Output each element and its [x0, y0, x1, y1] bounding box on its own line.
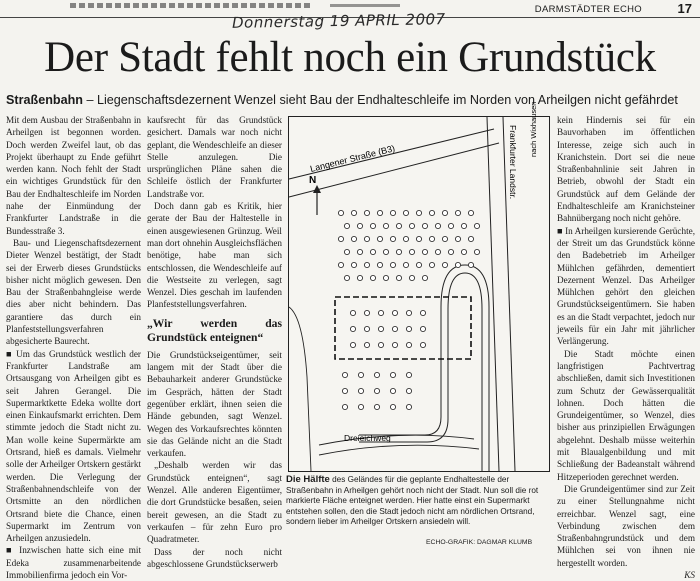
tree-icon [338, 210, 343, 215]
article-column-2 [147, 114, 282, 570]
tree-icon [416, 236, 421, 241]
tree-icon [442, 262, 447, 267]
tree-icon [374, 404, 379, 409]
masthead-smear [70, 3, 310, 8]
tree-icon [396, 275, 401, 280]
tree-icon [350, 342, 355, 347]
page-number: 17 [677, 1, 692, 16]
tree-icon [416, 210, 421, 215]
tree-icon [338, 236, 343, 241]
tree-icon [344, 275, 349, 280]
tree-icon [374, 388, 379, 393]
tree-icon [406, 326, 411, 331]
caption-text: des Geländes für die geplante Endhaltestelle der Straßenbahn in Arheilgen gehört noch nicht der Stadt. Nun soll die rot markierte Fläche enteignet werden. Hier hatte einst ein Supermarkt entstehen sollen, den die Stadt jedoch nicht am nördlichen Ortsrand, sondern lieber im Arheilger Ortskern ansiedeln will. [286, 475, 539, 526]
tree-icon [448, 249, 453, 254]
tree-icon [358, 372, 363, 377]
tree-icon [406, 342, 411, 347]
paragraph: Doch dann gab es Kritik, hier gerate der Bau der Haltestelle in einen ausgewiesenen Grünzug. Weil man dort ohnehin Ausgleichsflächen benötige, habe man sich entschlossen, die Wendeschleife auf die Westseite zu verlegen, sagt Wenzel. Dies geschah im laufenden Planfeststellungsverfahren. [147, 201, 282, 310]
paragraph: ■ In Arheilgen kursierende Gerüchte, der Streit um das Grundstück könne den Badebetrieb im Arheilger Mühlchen gefährden, dementiert Dezernent Wenzel. Das Arheilger Mühlchen gehört den gleichen Grundstückseigentümern. Sie haben es an die Stadt verpachtet, jedoch nur jeweils für ein Jahr mit jährlicher Verlängerung. [557, 225, 695, 347]
tree-icon [364, 210, 369, 215]
site-map [288, 101, 550, 472]
tree-icon [420, 326, 425, 331]
tree-icon [357, 249, 362, 254]
tree-icon [377, 262, 382, 267]
tree-icon [474, 223, 479, 228]
tree-icon [342, 404, 347, 409]
tree-icon [377, 210, 382, 215]
tree-icon [344, 223, 349, 228]
tree-icon [455, 210, 460, 215]
tree-icon [370, 223, 375, 228]
tree-icon [406, 310, 411, 315]
handwritten-date: Donnerstag 19 APRIL 2007 [231, 10, 446, 32]
paragraph: Die Grundstückseigentümer, seit langem mit der Stadt über die Bebauharkeit anderer Grundstücke im Gespräch, hätten der Stadt gegenüber erklärt, ihnen seien die Hände gebunden, sagt Wenzel. Wegen des Vorkaufsrechtes könnten sie das Gelände nicht an die Stadt verkaufen. [147, 349, 282, 459]
tree-icon [442, 210, 447, 215]
tree-icon [364, 236, 369, 241]
tree-icon [358, 388, 363, 393]
paragraph: Bau- und Liegenschaftsdezernent Dieter Wenzel bestätigt, der Stadt sei der Erwerb dieses Grundstücks bisher nicht möglich gewesen. Den Bau der Straßenbahngleise werde dies aber nicht behindern. Das garantiere das durch ein Planfeststellungsverfahren abgesicherte Baurecht. [6, 237, 141, 347]
tree-icon [374, 372, 379, 377]
paragraph: kaufsrecht für das Grundstück gesichert. Damals war noch nicht geplant, die Wendeschleife an dieser Stelle anzulegen. Die ursprünglichen Pläne sahen die Schleife östlich der Frankfurter Landstraße vor. [147, 115, 282, 199]
tree-icon [403, 210, 408, 215]
tree-icon [429, 236, 434, 241]
tree-icon [364, 342, 369, 347]
intertitle: „Wir werden das Grundstück enteignen“ [147, 316, 282, 344]
tree-icon [390, 388, 395, 393]
road-stub [289, 307, 311, 471]
bullet-icon: ■ [6, 545, 20, 556]
tree-icon [383, 275, 388, 280]
tree-icon [435, 249, 440, 254]
tree-icon [378, 310, 383, 315]
tree-icon [350, 310, 355, 315]
tree-icon [409, 249, 414, 254]
tree-icon [351, 210, 356, 215]
paragraph: Mit dem Ausbau der Straßenbahn in Arheilgen ist begonnen worden. Doch werden Zweifel laut, ob das Projekt überhaupt zu Ende geführt werden kann. Noch fehlt der Stadt ein wichtiges Grundstück für den Bau der Endhalteschleife im Norden nahe der Einmündung der Frankfurter Landstraße in die Bundesstraße 3. [6, 115, 141, 236]
tree-icon [338, 262, 343, 267]
tree-icon [420, 310, 425, 315]
tree-icon [390, 372, 395, 377]
paragraph: ■ Inzwischen hatte sich eine mit Edeka zusammenarbeitende Immobilienfirma jedoch ein Vor- [6, 545, 141, 580]
tree-icon [406, 404, 411, 409]
tree-icon [370, 249, 375, 254]
publication-name: DARMSTÄDTER ECHO [534, 4, 642, 15]
north-arrow-icon [309, 175, 321, 215]
tree-icon [390, 262, 395, 267]
tree-icon [422, 275, 427, 280]
paragraph: Die Grundeigentümer sind zur Zeit zu einer Stellungnahme nicht erreichbar. Wenzel sagt, eine Verbindung zwischen dem Straßenbahngrundstück und dem Mühlchen sei von ihnen nie hergestellt worden. [557, 483, 695, 568]
tree-icon [344, 249, 349, 254]
masthead-smear [330, 4, 400, 7]
bullet-icon: ■ [6, 348, 17, 359]
kicker: Straßenbahn [6, 93, 83, 107]
label-langener-strasse: Langener Straße (B3) [309, 143, 396, 174]
author-initials: KS [684, 569, 695, 580]
tree-icon [448, 223, 453, 228]
tree-icon [392, 342, 397, 347]
tree-icon [422, 223, 427, 228]
article-column-1 [6, 114, 141, 581]
tree-icon [420, 342, 425, 347]
tree-pattern [338, 210, 479, 409]
tree-icon [461, 223, 466, 228]
tree-icon [383, 249, 388, 254]
label-nach-wixhausen: nach Wixhausen [529, 101, 538, 157]
tree-icon [406, 372, 411, 377]
tree-icon [364, 310, 369, 315]
tree-icon [342, 372, 347, 377]
tree-icon [474, 249, 479, 254]
tree-icon [351, 236, 356, 241]
tree-icon [358, 404, 363, 409]
tree-icon [342, 388, 347, 393]
subheadline-text: – Liegenschaftsdezernent Wenzel sieht Bau der Endhalteschleife im Norden von Arheilgen nicht gefährdet [82, 93, 678, 107]
tree-icon [357, 223, 362, 228]
tree-icon [378, 326, 383, 331]
label-frankfurter-landstrasse: Frankfurter Landstr. [508, 125, 518, 200]
paragraph: Dass der noch nicht abgeschlossene Grundstückserwerb [147, 546, 282, 569]
tree-icon [429, 210, 434, 215]
tree-icon [357, 275, 362, 280]
tree-icon [442, 236, 447, 241]
north-label: N [309, 175, 317, 186]
tree-icon [378, 342, 383, 347]
tree-icon [351, 262, 356, 267]
label-dreieichweg: Dreieichweg [344, 433, 391, 443]
paragraph: „Deshalb werden wir das Grundstück enteignen“, sagt Wenzel. Alle anderen Eigentümer, die dort Grundstücke besaßen, seien bereit gewesen, an die Stadt zu verkaufen – für zehn Euro pro Quadratmeter. [147, 460, 282, 545]
graphic-credit: ECHO-GRAFIK: DAGMAR KLUMB [426, 539, 533, 546]
tree-icon [468, 210, 473, 215]
tree-icon [390, 210, 395, 215]
tree-icon [390, 404, 395, 409]
tree-icon [429, 262, 434, 267]
tree-icon [364, 262, 369, 267]
headline: Der Stadt fehlt noch ein Grundstück [44, 34, 656, 81]
tree-icon [455, 262, 460, 267]
tree-icon [392, 310, 397, 315]
tree-icon [403, 236, 408, 241]
paragraph: kein Hindernis sei für ein Bauvorhaben im öffentlichen Interesse, zeige sich auch in Kranichstein. Dort sei die neue Straßenbahnlinie seit Jahren in Betrieb, obwohl der Stadt ein Grundstück auf dem Gelände der Endhalteschleife am Kranichsteiner Bahnübergang noch nicht gehöre. [557, 115, 695, 224]
tree-icon [364, 326, 369, 331]
caption-lead: Die Hälfte [286, 474, 330, 485]
tree-icon [455, 236, 460, 241]
article-column-4 [557, 114, 695, 581]
tree-icon [350, 326, 355, 331]
tree-icon [390, 236, 395, 241]
road-dreieichweg [319, 435, 479, 455]
tree-icon [396, 249, 401, 254]
tree-icon [416, 262, 421, 267]
tree-icon [403, 262, 408, 267]
tree-icon [461, 249, 466, 254]
tree-icon [370, 275, 375, 280]
tree-icon [468, 236, 473, 241]
bullet-icon: ■ [557, 225, 566, 236]
tree-icon [409, 223, 414, 228]
tree-icon [422, 249, 427, 254]
tree-icon [409, 275, 414, 280]
tree-icon [406, 388, 411, 393]
map-caption [286, 475, 554, 528]
tree-icon [392, 326, 397, 331]
tree-icon [468, 262, 473, 267]
tree-icon [383, 223, 388, 228]
subheadline [6, 93, 696, 107]
tree-icon [377, 236, 382, 241]
paragraph: Die Stadt möchte einen langfristigen Pachtvertrag abschließen, damit sich Investitionen zum Schutz der Gewässerqualität lohnen. Doch hätten die Grundeigentümer, so Wenzel, dies bisher aus prinzipiellen Erwägungen abgelehnt. Deshalb müsse weiterhin mit Blaualgenbildung und mit Schließung der Badeanstalt während Hitzeperioden gerechnet werden. [557, 348, 695, 482]
tree-icon [396, 223, 401, 228]
paragraph: ■ Um das Grundstück westlich der Frankfurter Landstraße am Ortsausgang von Arheilgen gibt es seit Jahren Gerangel. Die Supermarktkette Edeka wollte dort einen Einkaufsmarkt errichten. Dem stimmte jedoch die Stadt nicht zu. Man wolle keine Supermärkte am Ortsrand, hieß es damals. Vielmehr solle der Arheilger Ortskern gestärkt werden. Die Verlegung der Straßenbahnendschleife von der Ortsmitte an den nördlichen Ortsrand biete die Chance, einen Supermarkt im Zentrum von Arheilgen anzusiedeln. [6, 348, 141, 544]
tree-icon [435, 223, 440, 228]
